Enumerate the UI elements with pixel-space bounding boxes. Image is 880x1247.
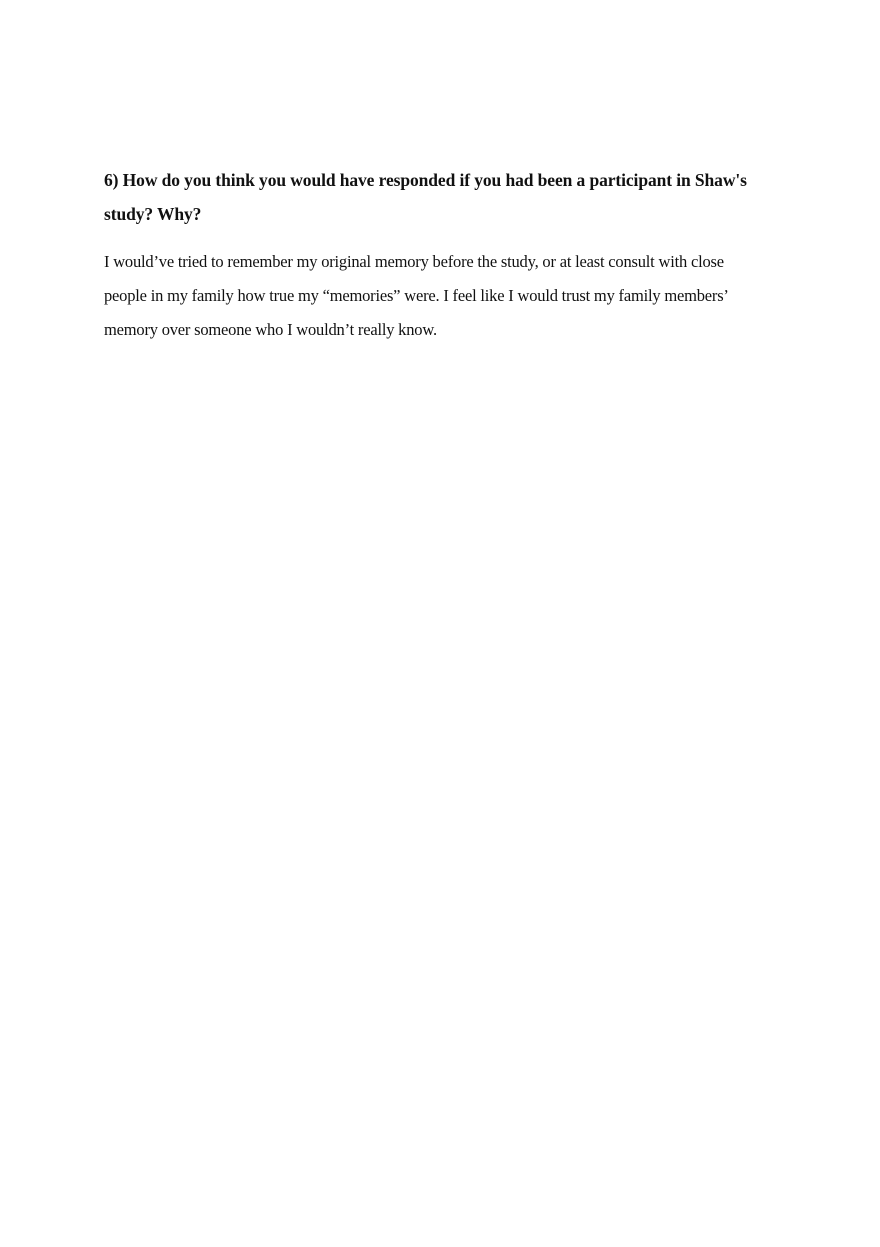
answer-paragraph: I would’ve tried to remember my original memory before the study, or at least consult with close people in my family how true my “memories” were. I feel like I would trust my family members’ memory over someone who I wouldn’t really know. <box>104 252 728 339</box>
question-heading: 6) How do you think you would have responded if you had been a participant in Shaw's study? Why? <box>104 170 747 224</box>
document-body <box>104 163 754 347</box>
